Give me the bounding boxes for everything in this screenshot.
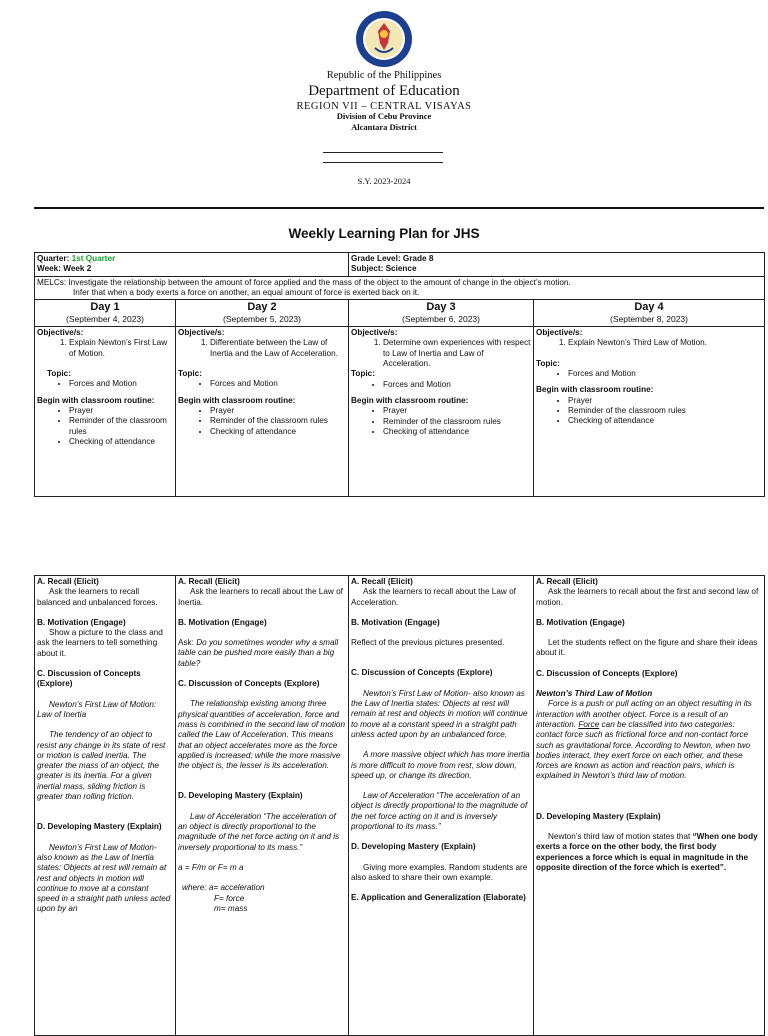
republic-line: Republic of the Philippines (326, 70, 442, 81)
day-1-objectives-cell: Objective/s: 1. Explain Newton’s First Law of Motion. Topic: • Forces and Motion Begin with classroom routine: • Prayer • Reminder of the classroom rules • Checking of attendance (35, 327, 176, 497)
day-3-objectives-cell: Objective/s: 1. Determine own experiences with respect to Law of Inertia and Law of Acceleration. Topic: • Forces and Motion Begin with classroom routine: • Prayer • Reminder of the classroom rules • Checking of attendance (349, 327, 534, 497)
melcs-line-1: MELCs: Investigate the relationship between the amount of force applied and the mass of the object to the amount of change in the object’s motion. (37, 277, 571, 287)
recall-text: Ask the learners to recall about the first and second law of motion. (536, 587, 759, 607)
routine-item: • Checking of attendance (210, 427, 346, 437)
mastery-text: Newton’s third law of motion states that “When one body exerts a force on the other body, the first body experiences a force which is equal in magnitude in the opposite direction of the force which is exerted”. (536, 832, 758, 872)
signature-line (323, 162, 443, 163)
formula: a = F/m or F= m a (178, 862, 244, 872)
subject-label: Subject: Science (351, 264, 417, 274)
mastery-text: Newton’s First Law of Motion- also known as the Law of Inertia states: Objects at rest will remain at rest and objects in motion will continue to move at a constant speed in a straight path unless acted upon by an (37, 842, 171, 914)
routine-item: • Checking of attendance (69, 437, 173, 447)
application-label: E. Application and Generalization (Elaborate) (351, 893, 526, 903)
discussion-title: Newton’s Third Law of Motion (536, 689, 653, 699)
day-4-objectives-cell: Objective/s: 1. Explain Newton’s Third Law of Motion. Topic: • Forces and Motion Begin with classroom routine: • Prayer • Reminder of the classroom rules • Checking of attendance (534, 327, 765, 497)
region-line: REGION VII – CENTRAL VISAYAS (296, 101, 472, 112)
plan-table-procedure (34, 575, 765, 1036)
recall-label: A. Recall (Elicit) (536, 577, 598, 586)
recall-text: Ask the learners to recall about the Law of Acceleration. (351, 587, 516, 607)
objective-item: 1. Determine own experiences with respect to Law of Inertia and Law of Acceleration. (383, 338, 531, 369)
mastery-label: D. Developing Mastery (Explain) (37, 822, 162, 832)
motivation-text: Show a picture to the class and ask the learners to tell something about it. (37, 628, 163, 658)
motivation-label: B. Motivation (Engage) (178, 617, 267, 627)
day-2-procedure-cell (176, 576, 349, 1036)
routine-item: • Prayer (210, 406, 346, 416)
routine-item: • Reminder of the classroom rules (69, 416, 173, 437)
mastery-label: D. Developing Mastery (Explain) (351, 842, 476, 852)
grade-subject-cell (349, 253, 765, 277)
department-line: Department of Education (308, 83, 460, 99)
recall-label: A. Recall (Elicit) (178, 577, 240, 586)
discussion-text: A more massive object which has more inertia is more difficult to move from rest, slow down, speed up, or change its direction. (351, 750, 530, 780)
discussion-text: Law of Acceleration “The acceleration of an object is directly proportional to the magnitude of the net force acting on it and is inversely proportional to its mass.” (351, 791, 528, 832)
day-1-procedure-cell (35, 576, 176, 1036)
plan-table-top (34, 252, 765, 497)
day-3-header: Day 3 (September 6, 2023) (349, 300, 534, 327)
mastery-label: D. Developing Mastery (Explain) (536, 811, 661, 821)
routine-item: • Reminder of the classroom rules (210, 416, 346, 426)
motivation-label: B. Motivation (Engage) (536, 617, 625, 627)
where-line: where: a= acceleration (182, 883, 265, 893)
topic-item: • Forces and Motion (69, 379, 173, 389)
page-title: Weekly Learning Plan for JHS (288, 226, 480, 241)
recall-text: Ask the learners to recall balanced and unbalanced forces. (37, 587, 158, 607)
melcs-line-2: Infer that when a body exerts a force on another, an equal amount of force is exerted back on it. (73, 287, 420, 297)
mastery-label: D. Developing Mastery (Explain) (178, 791, 303, 801)
school-year: S.Y. 2023-2024 (357, 176, 411, 186)
discussion-label: C. Discussion of Concepts (Explore) (536, 668, 678, 678)
motivation-label: B. Motivation (Engage) (37, 617, 126, 627)
week-label: Week: Week 2 (37, 264, 92, 274)
where-line: F= force (214, 893, 245, 903)
where-line: m= mass (214, 903, 248, 913)
discussion-label: C. Discussion of Concepts (Explore) (37, 669, 141, 689)
routine-item: • Checking of attendance (383, 427, 531, 437)
motivation-text: Ask: Do you sometimes wonder why a small table can be pushed more easily than a big table? (178, 638, 339, 668)
day-4-header: Day 4 (September 8, 2023) (534, 300, 765, 327)
mastery-text: Law of Acceleration “The acceleration of an object is directly proportional to the magnitude of the net force acting on it and is inversely proportional to its mass.” (178, 811, 340, 852)
day-4-procedure-cell (534, 576, 765, 1036)
quarter-week-cell (35, 253, 349, 277)
discussion-label: C. Discussion of Concepts (Explore) (178, 679, 320, 689)
objective-item: 1. Differentiate between the Law of Inertia and the Law of Acceleration. (210, 338, 346, 359)
recall-text: Ask the learners to recall about the Law of Inertia. (178, 587, 343, 607)
routine-item: • Prayer (69, 406, 173, 416)
discussion-text: Newton’s First Law of Motion- also known as the Law of Inertia states: Objects at rest will remain at rest and objects in motion will continue to move at a constant speed in a straight path unless acted upon by an unbalanced force. (351, 688, 528, 739)
header-divider (34, 207, 764, 209)
routine-item: • Prayer (568, 396, 762, 406)
motivation-text: Reflect of the previous pictures presented. (351, 638, 505, 648)
motivation-text: Let the students reflect on the figure and share their ideas about it. (536, 638, 758, 658)
mastery-text: Giving more examples. Random students are also asked to share their own example. (351, 862, 528, 882)
objective-item: 1. Explain Newton’s Third Law of Motion. (568, 338, 762, 348)
topic-item: • Forces and Motion (210, 379, 346, 389)
melcs-cell (35, 276, 765, 300)
day-1-header: Day 1 (September 4, 2023) (35, 300, 176, 327)
day-3-procedure-cell (349, 576, 534, 1036)
discussion-label: C. Discussion of Concepts (Explore) (351, 668, 493, 678)
discussion-text: Newton’s First Law of Motion: Law of Inertia (37, 699, 157, 719)
division-line: Division of Cebu Province (336, 111, 432, 121)
topic-item: • Forces and Motion (568, 369, 762, 379)
grade-label: Grade Level: Grade 8 (351, 254, 434, 263)
routine-item: • Reminder of the classroom rules (568, 406, 762, 416)
day-2-objectives-cell: Objective/s: 1. Differentiate between the Law of Inertia and the Law of Acceleration. Topic: • Forces and Motion Begin with classroom routine: • Prayer • Reminder of the classroom rules • Checking of attendance (176, 327, 349, 497)
motivation-label: B. Motivation (Engage) (351, 617, 440, 627)
topic-item: • Forces and Motion (383, 380, 531, 390)
deped-seal-icon (355, 10, 413, 68)
routine-item: • Prayer (383, 406, 531, 416)
discussion-text: Force is a push or pull acting on an object resulting in its interaction with another object. Force is a result of an interaction. Force can be classified into two categories: contact force such as frictional force and non-contact force such as gravitational force. According to Newton, when two bodies interact, they exert force on each other, and these forces are known as action and reaction pairs, which is explained in Newton’s third law of motion. (536, 699, 752, 781)
discussion-text: The relationship existing among three physical quantities of acceleration, force and mass is combined in the second law of motion called the Law of Acceleration. This means that an object accelerates more as the force applied is increased; while the more massive the object is, the lesser is its acceleration. (178, 699, 346, 771)
routine-item: • Reminder of the classroom rules (383, 417, 531, 427)
signature-line (323, 152, 443, 153)
discussion-text: The tendency of an object to resist any change in its state of rest or motion is called inertia. The greater the mass of an object, the greater is its inertia. For a given inertial mass, sliding friction is greater than rolling friction. (37, 730, 166, 802)
objective-item: 1. Explain Newton’s First Law of Motion. (69, 338, 173, 359)
district-line: Alcantara District (351, 122, 417, 132)
recall-label: A. Recall (Elicit) (351, 577, 413, 586)
recall-label: A. Recall (Elicit) (37, 577, 99, 586)
quarter-value: 1st Quarter (71, 254, 116, 263)
quarter-label: Quarter: (37, 254, 70, 263)
routine-item: • Checking of attendance (568, 416, 762, 426)
day-2-header: Day 2 (September 5, 2023) (176, 300, 349, 327)
